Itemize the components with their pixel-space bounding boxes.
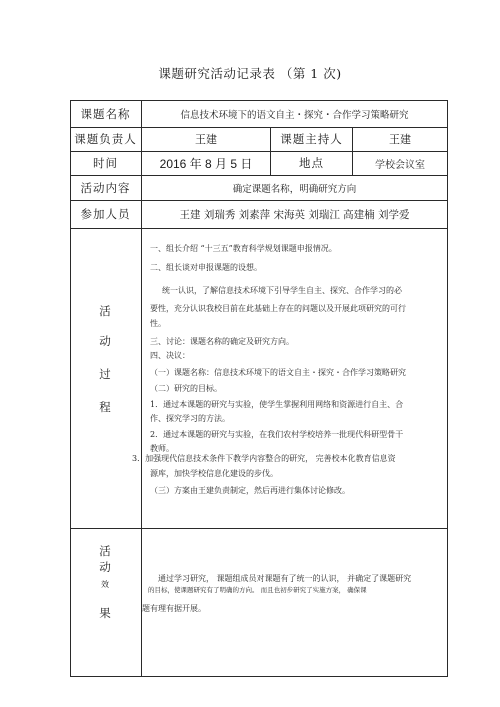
leader-value: 王建 (195, 133, 217, 146)
content-label: 活动内容 (80, 180, 131, 195)
time-value: 2016 年 8 月 5 日 (159, 156, 253, 171)
process-label (90, 303, 120, 419)
page-title: 课题研究活动记录表 （第 1 次) (158, 66, 342, 81)
process-line: 统一认识，了解信息技术环境下引导学生自主、探究、合作学习的必 (162, 286, 402, 295)
process-line: （一）课题名称：信息技术环境下的语文自主・探究・合作学习策略研究 (150, 368, 406, 377)
process-label-char: 程 (99, 400, 111, 414)
process-line: 三、讨论：课题名称的确定及研究方向。 (150, 337, 294, 346)
table-rule (70, 528, 448, 529)
result-line: 题有理有据开展。 (142, 604, 206, 613)
result-label-char: 活 (99, 544, 111, 558)
host-value: 王建 (389, 133, 411, 146)
process-label-char: 活 (99, 304, 111, 318)
process-line: 二、组长谈对申报课题的设想。 (150, 263, 262, 272)
table-rule (70, 676, 448, 677)
result-label-char: 效 (101, 580, 109, 589)
process-line: （二）研究的目标。 (150, 384, 222, 393)
table-rule (70, 228, 448, 229)
process-line: 要性，充分认识我校目前在此基础上存在的问题以及开展此项研究的可行 (150, 304, 406, 313)
process-line: 3．加强现代信息技术条件下教学内容整合的研究， 完善校本化教育信息资 (132, 454, 396, 463)
leader-label: 课题负责人 (74, 132, 137, 146)
topic-value: 信息技术环境下的语文自主・探究・合作学习策略研究 (180, 109, 409, 121)
topic-label: 课题名称 (80, 106, 131, 121)
process-line: 一、组长介绍 “十三五”教育科学规划课题申报情况。 (150, 244, 337, 253)
result-line: 通过学习研究， 课题组成员对课题有了统一的认识， 并确定了课题研究 (158, 574, 412, 583)
process-line: 源库，加快学校信息化建设的步伐。 (150, 469, 278, 478)
process-line: 1．通过本课题的研究与实验，使学生掌握利用网络和资源进行自主、合 (150, 400, 404, 409)
process-label-char: 动 (99, 334, 111, 348)
table-rule (447, 100, 448, 677)
time-label: 时间 (93, 156, 118, 170)
participants-value: 王建 刘瑞秀 刘素萍 宋海英 刘瑞江 高建楠 刘学爱 (179, 208, 410, 221)
process-line: 教师。 (150, 444, 174, 453)
result-label (90, 543, 120, 625)
process-line: 四、决议： (150, 351, 190, 360)
host-label: 课题主持人 (280, 132, 343, 146)
process-line: （三）方案由王建负责制定，然后再进行集体讨论修改。 (150, 486, 350, 495)
process-label-char: 过 (99, 367, 111, 381)
result-line: 的目标，使课题研究有了明确的方向。 而且也初步研究了实施方案， 确保课 (148, 586, 367, 594)
result-label-char: 动 (99, 560, 111, 574)
place-label: 地点 (299, 156, 324, 170)
process-line: 作、探究学习的方法。 (150, 414, 230, 423)
content-value: 确定课题名称，明确研究方向 (232, 183, 357, 195)
record-table (70, 100, 448, 677)
process-line: 性。 (150, 319, 166, 328)
process-line: 2．通过本课题的研究与实验，在我们农村学校培养一批现代科研型骨干 (150, 430, 404, 439)
place-value: 学校会议室 (375, 159, 425, 171)
result-label-char: 果 (99, 606, 111, 620)
participants-label: 参加人员 (80, 207, 131, 221)
